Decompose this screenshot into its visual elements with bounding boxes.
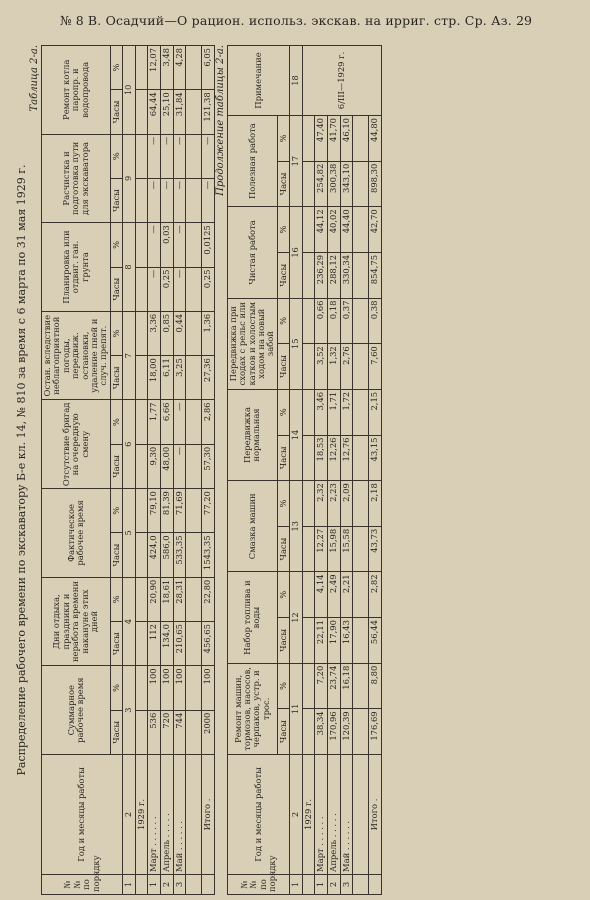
row-month: Март . . . . . .: [148, 755, 161, 875]
group-header: Полезная работа: [227, 116, 277, 207]
group-header: Ремонт машин, тормозов, насосов, черпаков, устр. и трос.: [227, 663, 277, 754]
table-cell: 17,90: [328, 618, 341, 664]
column-index: 16: [290, 207, 303, 298]
row-month: Апрель . . . . .: [161, 755, 174, 875]
hours-header: Часы: [277, 252, 289, 298]
percent-header: %: [277, 389, 289, 435]
spacer-row: [186, 46, 202, 895]
table-cell: 18,61: [161, 577, 174, 621]
percent-header: %: [110, 311, 122, 355]
table-title: Распределение рабочего времени по экскаватору Б-е кл. 14, № 810 за время с 6 марта по 31 мая 1929 г.: [15, 164, 28, 776]
table-cell: 16,43: [340, 618, 353, 664]
table-cell: 0,85: [161, 311, 174, 355]
column-index: 15: [290, 298, 303, 389]
table-cell: 3,48: [161, 46, 174, 90]
table-cell: 0,37: [340, 298, 353, 344]
index-row: [123, 46, 136, 895]
table-cell: 3,25: [173, 356, 186, 400]
table-cell: 12,26: [328, 435, 341, 481]
percent-header: %: [110, 223, 122, 267]
total-cell: 1543,35: [202, 533, 215, 577]
col-header-month: Год и месяцы работы: [42, 755, 123, 875]
total-cell: 854,75: [369, 252, 382, 298]
year-row: [135, 46, 148, 895]
percent-header: %: [277, 572, 289, 618]
table-cell: 15,98: [328, 526, 341, 572]
table-cell: —: [173, 444, 186, 488]
column-index: 5: [123, 489, 136, 578]
table-cell: 4,28: [173, 46, 186, 90]
table-row: [340, 46, 353, 895]
percent-header: %: [110, 134, 122, 178]
table-cell: 6,11: [161, 356, 174, 400]
table-cell: 2,49: [328, 572, 341, 618]
hours-header: Часы: [110, 444, 122, 488]
percent-header: %: [110, 666, 122, 710]
total-cell: 8,80: [369, 663, 382, 709]
year-row: [302, 46, 315, 895]
table-cell: 9,30: [148, 444, 161, 488]
year-label: 1929 г.: [135, 755, 148, 875]
table-cell: 25,10: [161, 90, 174, 134]
column-index: 1: [123, 875, 136, 895]
group-header: Остан. вследствие неблагоприятной погоды, передвиж. остановки, удаление пней и случ. препят.: [42, 311, 111, 400]
table-cell: 100: [161, 666, 174, 710]
continuation-label: Продолжение таблицы 2-а.: [214, 45, 226, 196]
table-cell: —: [161, 134, 174, 178]
hours-header: Часы: [110, 356, 122, 400]
percent-header: %: [277, 207, 289, 253]
total-cell: 6,05: [202, 46, 215, 90]
col-header-no: №№ по порядку: [227, 875, 289, 895]
hours-header: Часы: [277, 526, 289, 572]
column-index: 18: [290, 46, 303, 116]
column-index: 11: [290, 663, 303, 754]
table-cell: 48,00: [161, 444, 174, 488]
total-cell: 2000: [202, 710, 215, 754]
table-cell: 100: [173, 666, 186, 710]
table-cell: 2,21: [340, 572, 353, 618]
table-cell: 12,07: [148, 46, 161, 90]
year-label: 1929 г.: [302, 755, 315, 875]
table-cell: —: [173, 223, 186, 267]
hours-header: Часы: [110, 178, 122, 222]
table-cell: 254,82: [315, 161, 328, 207]
row-month: Май . . . . . .: [173, 755, 186, 875]
table-cell: 44,40: [340, 207, 353, 253]
percent-header: %: [110, 489, 122, 533]
table-cell: —: [161, 178, 174, 222]
total-cell: 77,20: [202, 489, 215, 533]
table-cell: 1,77: [148, 400, 161, 444]
table-cell: 41,70: [328, 116, 341, 162]
table-cell: 424,0: [148, 533, 161, 577]
total-cell: 22,80: [202, 577, 215, 621]
table-cell: 44,12: [315, 207, 328, 253]
percent-header: %: [277, 663, 289, 709]
issue-number: № 8: [60, 12, 84, 28]
row-number: 2: [161, 875, 174, 895]
table-cell: 12,27: [315, 526, 328, 572]
total-cell: 56,44: [369, 618, 382, 664]
row-number: 3: [173, 875, 186, 895]
hours-header: Часы: [110, 710, 122, 754]
total-label: Итого .: [369, 755, 382, 875]
table-cell: 40,02: [328, 207, 341, 253]
table-cell: 210,65: [173, 622, 186, 666]
row-month: Апрель . . . . .: [328, 755, 341, 875]
table-cell: —: [148, 178, 161, 222]
table-cell: 28,31: [173, 577, 186, 621]
total-cell: 7,60: [369, 344, 382, 390]
hours-header: Часы: [110, 533, 122, 577]
table-cell: 31,84: [173, 90, 186, 134]
column-index: 7: [123, 311, 136, 400]
column-index: 12: [290, 572, 303, 663]
row-month: Март . . . . . .: [315, 755, 328, 875]
col-header-no: №№ по порядку: [42, 875, 123, 895]
group-header: Смазка машин: [227, 481, 277, 572]
running-title: В. Осадчий—О рацион. использ. экскав. на ирриг. стр. Ср. Аз.: [87, 12, 512, 28]
group-header: Чистая работа: [227, 207, 277, 298]
table-cell: 536: [148, 710, 161, 754]
total-cell: 456,65: [202, 622, 215, 666]
table-cell: 71,69: [173, 489, 186, 533]
table-cell: 20,90: [148, 577, 161, 621]
total-cell: 100: [202, 666, 215, 710]
table-cell: 4,14: [315, 572, 328, 618]
group-header: Передвижка при сходах с рельс или катков и холостым ходом на новый забой: [227, 298, 277, 389]
table-cell: 47,40: [315, 116, 328, 162]
total-cell: 43,73: [369, 526, 382, 572]
column-index: 13: [290, 481, 303, 572]
page-header: [0, 0, 590, 40]
table-cell: 2,09: [340, 481, 353, 527]
percent-header: %: [277, 116, 289, 162]
total-cell: 0,38: [369, 298, 382, 344]
hours-header: Часы: [277, 161, 289, 207]
table-cell: 15,58: [340, 526, 353, 572]
table-cell: 79,10: [148, 489, 161, 533]
table-cell: 0,25: [161, 267, 174, 311]
table-cell: 100: [148, 666, 161, 710]
group-header: Отсутствие бригад на очередную смену: [42, 400, 111, 489]
table-cell: 2,32: [315, 481, 328, 527]
hours-header: Часы: [277, 618, 289, 664]
column-index: 8: [123, 223, 136, 312]
column-index: 10: [123, 46, 136, 135]
table-row: [173, 46, 186, 895]
note-cell: 6/III—1929 г.: [302, 46, 381, 116]
table-cell: 1,71: [328, 389, 341, 435]
group-header: Набор топлива и воды: [227, 572, 277, 663]
total-cell: 42,70: [369, 207, 382, 253]
table-cell: —: [173, 134, 186, 178]
total-row: [369, 46, 382, 895]
table-cell: 81,39: [161, 489, 174, 533]
table-cell: 38,34: [315, 709, 328, 755]
table-cell: 3,36: [148, 311, 161, 355]
group-header: Дни отдыха, праздники и неработа времени накануне этих дней: [42, 577, 111, 666]
rotated-content: [15, 45, 575, 895]
column-index: 17: [290, 116, 303, 207]
total-cell: 898,30: [369, 161, 382, 207]
note-header: Примечание: [227, 46, 289, 116]
percent-header: %: [110, 400, 122, 444]
spacer-row: [353, 46, 369, 895]
row-number: 1: [148, 875, 161, 895]
table-label: Таблица 2-а.: [29, 45, 40, 112]
table-cell: 64,44: [148, 90, 161, 134]
group-header: Суммарное рабочее время: [42, 666, 111, 755]
group-header: Передвижка нормальная: [227, 389, 277, 480]
table-cell: 6,66: [161, 400, 174, 444]
column-index: 9: [123, 134, 136, 223]
table-2a-continued: [227, 45, 382, 895]
table-row: [161, 46, 174, 895]
total-cell: 0,0125: [202, 223, 215, 267]
table-cell: 1,72: [340, 389, 353, 435]
table-cell: 18,53: [315, 435, 328, 481]
table-cell: 343,10: [340, 161, 353, 207]
table-2a: [41, 45, 215, 895]
total-row: [202, 46, 215, 895]
column-index: 14: [290, 389, 303, 480]
row-number: 2: [328, 875, 341, 895]
total-cell: 2,15: [369, 389, 382, 435]
table-cell: 170,96: [328, 709, 341, 755]
total-cell: 0,25: [202, 267, 215, 311]
table-cell: 1,32: [328, 344, 341, 390]
row-number: 3: [340, 875, 353, 895]
total-cell: 2,18: [369, 481, 382, 527]
table-cell: 2,76: [340, 344, 353, 390]
table-cell: 22,11: [315, 618, 328, 664]
percent-header: %: [277, 298, 289, 344]
page-number: 29: [516, 12, 532, 28]
group-header: Ремонт котла паропр. и водопровода: [42, 46, 111, 135]
hours-header: Часы: [277, 344, 289, 390]
table-cell: 2,23: [328, 481, 341, 527]
percent-header: %: [110, 577, 122, 621]
total-cell: 43,15: [369, 435, 382, 481]
row-number: 1: [315, 875, 328, 895]
table-cell: —: [173, 178, 186, 222]
table-cell: 3,46: [315, 389, 328, 435]
column-index: 2: [123, 755, 136, 875]
total-cell: 2,86: [202, 400, 215, 444]
table-cell: 0,03: [161, 223, 174, 267]
table-cell: 300,38: [328, 161, 341, 207]
table-cell: —: [173, 400, 186, 444]
table-cell: 12,76: [340, 435, 353, 481]
table-cell: 0,18: [328, 298, 341, 344]
row-month: Май . . . . . .: [340, 755, 353, 875]
table-cell: 3,52: [315, 344, 328, 390]
table-cell: —: [148, 223, 161, 267]
hours-header: Часы: [110, 90, 122, 134]
table-cell: 112: [148, 622, 161, 666]
total-cell: 44,80: [369, 116, 382, 162]
total-label: Итого .: [202, 755, 215, 875]
table-cell: 744: [173, 710, 186, 754]
table-cell: 586,0: [161, 533, 174, 577]
table-row: [315, 46, 328, 895]
hours-header: Часы: [277, 709, 289, 755]
table-cell: 288,12: [328, 252, 341, 298]
total-cell: 57,30: [202, 444, 215, 488]
total-cell: 1,36: [202, 311, 215, 355]
hours-header: Часы: [277, 435, 289, 481]
table-cell: 0,66: [315, 298, 328, 344]
total-cell: —: [202, 178, 215, 222]
percent-header: %: [110, 46, 122, 90]
table-cell: 46,10: [340, 116, 353, 162]
column-index: 4: [123, 577, 136, 666]
hours-header: Часы: [110, 622, 122, 666]
total-cell: —: [202, 134, 215, 178]
hours-header: Часы: [110, 267, 122, 311]
table-cell: 16,18: [340, 663, 353, 709]
table-cell: 134,0: [161, 622, 174, 666]
index-row: [290, 46, 303, 895]
table-cell: 533,35: [173, 533, 186, 577]
table-cell: 23,74: [328, 663, 341, 709]
group-header: Планировка или отдвиг. ган. грунта: [42, 223, 111, 312]
table-row: [328, 46, 341, 895]
table-cell: —: [173, 267, 186, 311]
percent-header: %: [277, 481, 289, 527]
table-cell: 330,34: [340, 252, 353, 298]
col-header-month: Год и месяцы работы: [227, 755, 289, 875]
column-index: 2: [290, 755, 303, 875]
table-cell: 7,20: [315, 663, 328, 709]
column-index: 6: [123, 400, 136, 489]
total-cell: 2,82: [369, 572, 382, 618]
table-cell: 120,39: [340, 709, 353, 755]
column-index: 1: [290, 875, 303, 895]
table-row: [148, 46, 161, 895]
group-header: Расчистка и подготовка пути для экскаватора: [42, 134, 111, 223]
table-cell: —: [148, 267, 161, 311]
table-cell: 0,44: [173, 311, 186, 355]
table-cell: 18,00: [148, 356, 161, 400]
column-index: 3: [123, 666, 136, 755]
total-cell: 27,36: [202, 356, 215, 400]
total-cell: 121,38: [202, 90, 215, 134]
table-cell: —: [148, 134, 161, 178]
group-header: Фактическое рабочее время: [42, 489, 111, 578]
table-cell: 236,29: [315, 252, 328, 298]
total-cell: 176,69: [369, 709, 382, 755]
table-cell: 720: [161, 710, 174, 754]
